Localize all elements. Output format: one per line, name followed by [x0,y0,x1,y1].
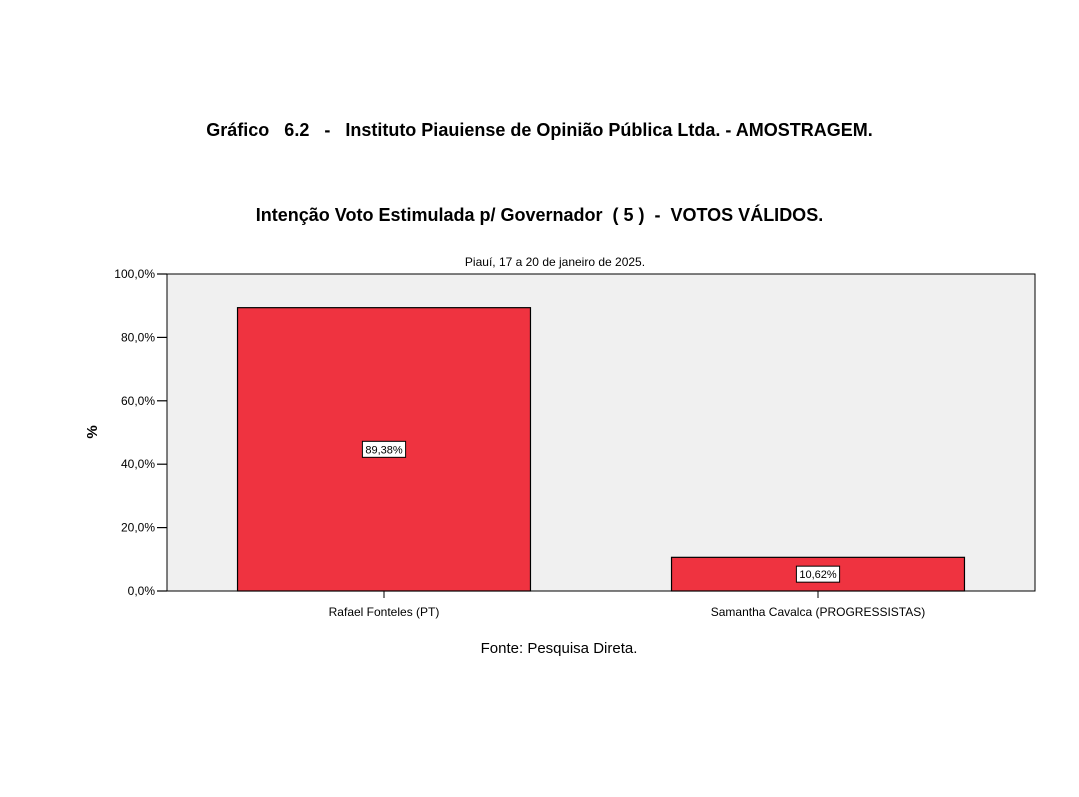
x-axis-labels [329,591,926,619]
source-note: Fonte: Pesquisa Direta. [480,640,638,657]
y-tick-label: 20,0% [120,520,155,535]
y-tick-label: 80,0% [120,330,155,345]
y-axis-label: % [84,425,101,439]
data-label: 10,62% [799,569,837,582]
y-tick-label: 60,0% [120,393,155,408]
y-tick-label: 40,0% [120,457,155,472]
page-title: Gráfico 6.2 - Instituto Piauiense de Opinião Pública Ltda. - AMOSTRAGEM. [206,120,873,140]
x-tick-label: Rafael Fonteles (PT) [328,605,440,619]
y-axis [114,267,167,598]
y-tick-label: 0,0% [127,584,155,598]
y-tick-label: 100,0% [114,267,155,281]
chart-heading: Intenção Voto Estimulada p/ Governador ( 5 ) - VOTOS VÁLIDOS. [255,205,824,225]
chart-title: Piauí, 17 a 20 de janeiro de 2025. [464,255,646,269]
x-tick-label: Samantha Cavalca (PROGRESSISTAS) [710,605,926,619]
data-label: 89,38% [365,444,403,457]
